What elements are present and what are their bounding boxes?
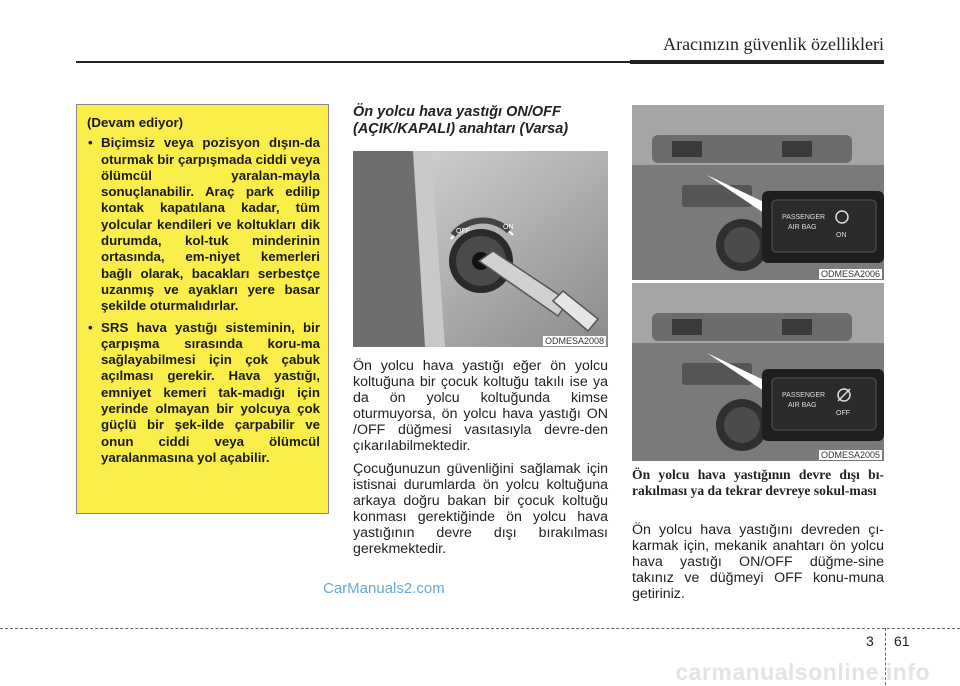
deactivation-subtitle: Ön yolcu hava yastığının devre dışı bı-rakılması ya da tekrar devreye sokul-ması (632, 467, 884, 499)
key-switch-illustration (353, 151, 608, 347)
warning-box (76, 104, 329, 514)
section-title: Ön yolcu hava yastığı ON/OFF (AÇIK/KAPALI) anahtarı (Varsa) (353, 104, 569, 137)
dashboard-illustration-off (632, 283, 884, 461)
dashboard-switch-on-photo (632, 105, 884, 280)
chapter-number: 3 (866, 633, 874, 649)
section-body (353, 358, 608, 563)
header-rule-accent (630, 60, 884, 64)
off-text-mark: OFF (456, 228, 470, 235)
page-header-title: Aracınızın güvenlik özellikleri (663, 34, 884, 54)
warning-list (87, 135, 320, 466)
passenger-text: PASSENGER (782, 214, 826, 221)
figure-code: ODMESA2006 (820, 269, 880, 279)
dashboard-illustration-on (632, 105, 884, 280)
on-indicator-text: ON (836, 232, 847, 239)
warning-item: • Biçimsiz veya pozisyon dışın-da oturmak bir çarpışmada ciddi veya ölümcül yaralan-mayla sonuçlanabilir. Araç park edilip kontak kapatılana kadar, tüm yolcular kendileri ve koltukları dik durumda, kol-tuk minderinin ortasında, em-niyet kemerleri bağlı olarak, bacakları serbestçe uzanmış ve ayakları yere basar şekilde oturmalıdırlar. (87, 135, 320, 314)
dashboard-switch-off-photo (632, 283, 884, 461)
passenger-text: PASSENGER (782, 392, 826, 399)
figure-code: ODMESA2005 (820, 450, 880, 460)
footer-rule (0, 628, 960, 629)
deactivation-body: Ön yolcu hava yastığını devreden çı-karmak için, mekanik anahtarı ön yolcu hava yastığı ON/OFF düğme-sine takınız ve düğmeyi OFF konu-muna getiriniz. (632, 522, 884, 603)
airbag-text: AIR BAG (788, 402, 817, 409)
off-indicator-text: OFF (836, 410, 850, 417)
page-number: 61 (894, 633, 910, 649)
warning-continued-label: (Devam ediyor) (87, 115, 184, 130)
paragraph: Çocuğunuzun güvenliğini sağlamak için istisnai durumlarda ön yolcu koltuğuna arkaya doğru bakan bir çocuk koltuğu konması gerektiğinde ön yolcu hava yastığının devre dışı bırakılması gerekmektedir. (353, 460, 608, 558)
figure-code: ODMESA2008 (544, 336, 604, 346)
site-watermark: carmanualsonline.info (675, 659, 930, 685)
on-text-mark: ON (503, 224, 514, 231)
paragraph: Ön yolcu hava yastığı eğer ön yolcu koltuğuna bir çocuk koltuğu takılı ise ya da ön yolcu koltuğunda kimse oturmuyorsa, ön yolcu hava yastığı ON /OFF düğmesi vasıtasıyla devre-den çıkarılabilmektedir. (353, 358, 608, 455)
warning-item: • SRS hava yastığı sisteminin, bir çarpışma sırasında koru-ma sağlayabilmesi için çok çabuk açılması gerekir. Hava yastığı, emniyet kemeri tak-madığı için yerinde olmayan bir yolcuya çok güçlü bir şek-ilde çarpabilir ve onun ciddi veya ölümcül yaralanmasına yol açabilir. (87, 320, 320, 467)
watermark-link[interactable]: CarManuals2.com (323, 580, 445, 597)
airbag-key-switch-photo (353, 151, 608, 347)
airbag-text: AIR BAG (788, 224, 817, 231)
